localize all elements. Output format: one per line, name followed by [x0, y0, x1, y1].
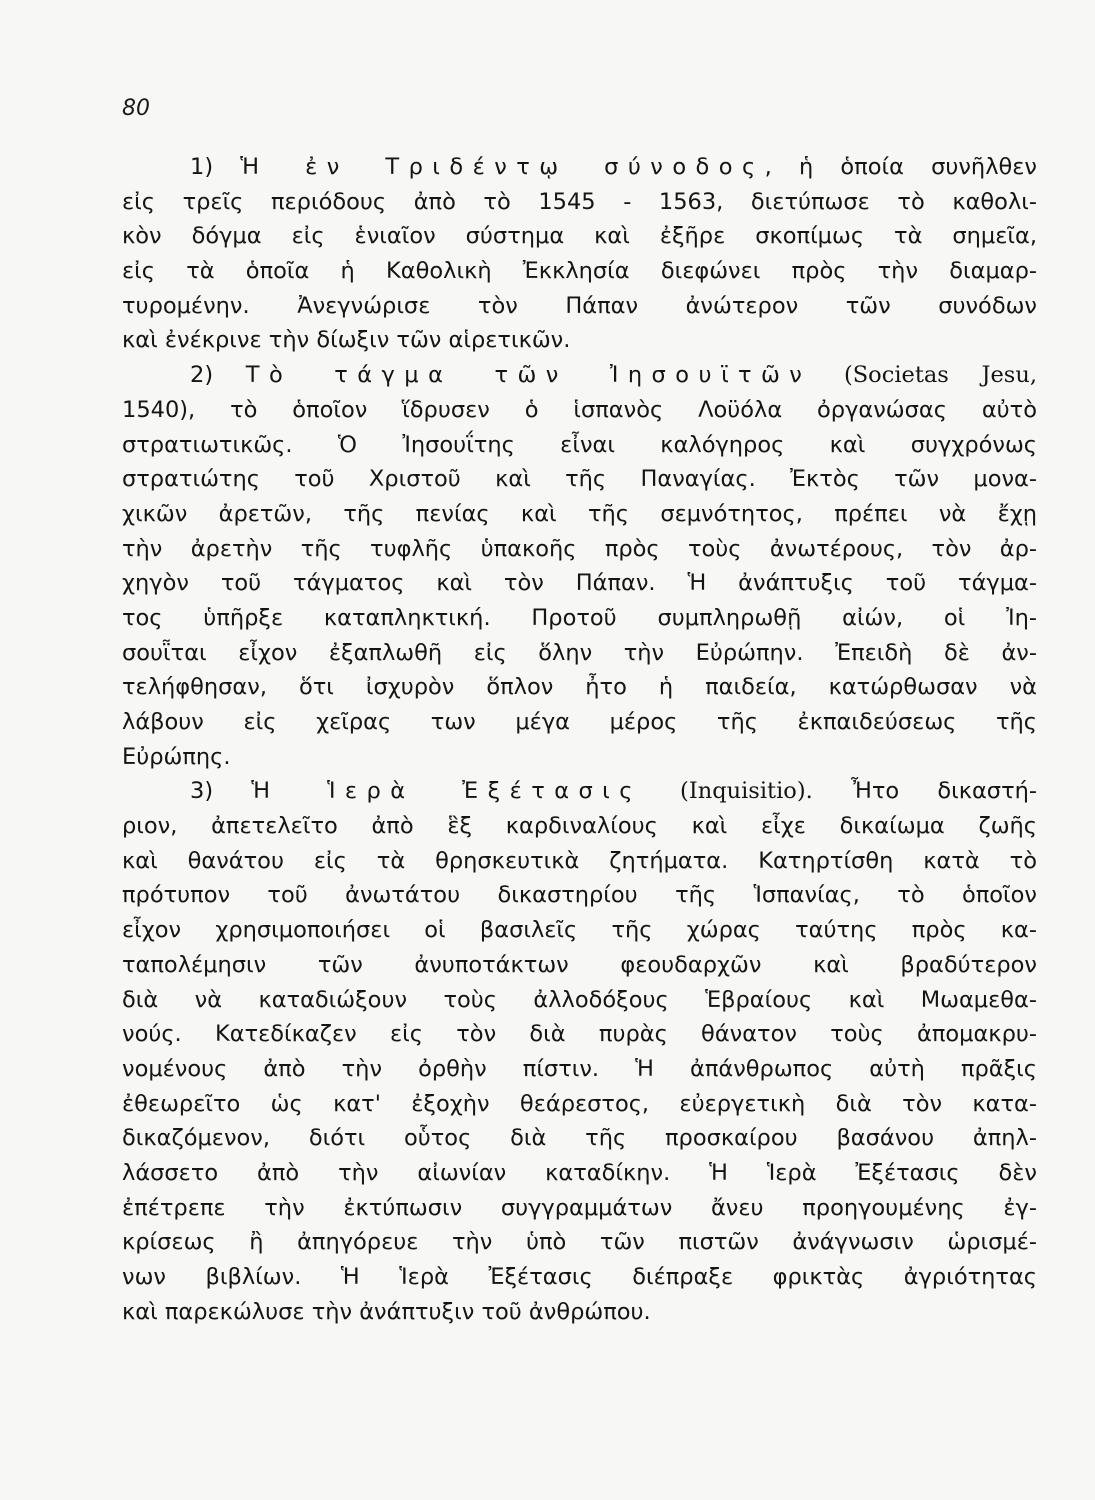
text-line: τυρομένην. Ἀνεγνώρισε τὸν Πάπαν ἀνώτερον τῶν συνόδων	[122, 292, 1037, 319]
text-line: εἰς τὰ ὁποῖα ἡ Καθολικὴ Ἐκκλησία διεφώνει πρὸς τὴν διαμαρ-	[122, 258, 1037, 285]
text-line: ἐπέτρεπε τὴν ἐκτύπωσιν συγγραμμάτων ἄνευ προηγουμένης ἐγ-	[122, 1194, 1037, 1221]
text-line: ριον, ἀπετελεῖτο ἀπὸ ἓξ καρδιναλίους καὶ εἶχε δικαίωμα ζωῆς	[122, 813, 1037, 840]
spaced-heading: Ἡ ἐν Τριδέντῳ σύνοδος	[240, 154, 765, 180]
latin-term: (Inquisitio).	[641, 778, 813, 805]
text-line: εἶχον χρησιμοποιήσει οἱ βασιλεῖς τῆς χώρας ταύτης πρὸς κα-	[122, 917, 1037, 944]
text-line: δικαζόμενον, διότι οὗτος διὰ τῆς προσκαίρου βασάνου ἀπηλ-	[122, 1125, 1037, 1152]
text-line: καὶ θανάτου εἰς τὰ θρησκευτικὰ ζητήματα. Κατηρτίσθη κατὰ τὸ	[122, 847, 1037, 874]
item-number: 1)	[190, 154, 241, 180]
text-line	[122, 774, 1037, 809]
text-line: χικῶν ἀρετῶν, τῆς πενίας καὶ τῆς σεμνότητος, πρέπει νὰ ἔχῃ	[122, 500, 1037, 527]
text-line: καὶ ἐνέκρινε τὴν δίωξιν τῶν αἱρετικῶν.	[122, 327, 571, 354]
spaced-heading: Ἡ Ἱερὰ Ἐξέτασις	[251, 778, 642, 805]
text-line: ταπολέμησιν τῶν ἀνυποτάκτων φεουδαρχῶν καὶ βραδύτερον	[122, 951, 1037, 978]
item-number: 2)	[190, 362, 246, 389]
paragraph-council-of-trent	[122, 150, 1037, 358]
text-line: κρίσεως ἢ ἀπηγόρευε τὴν ὑπὸ τῶν πιστῶν ἀνάγνωσιν ὡρισμέ-	[122, 1229, 1037, 1256]
text-line: τελήφθησαν, ὅτι ἰσχυρὸν ὅπλον ἦτο ἡ παιδεία, κατώρθωσαν νὰ	[122, 674, 1037, 701]
text-line: κὸν δόγμα εἰς ἑνιαῖον σύστημα καὶ ἐξῆρε σκοπίμως τὰ σημεῖα,	[122, 223, 1037, 250]
item-number: 3)	[190, 778, 252, 805]
latin-term: (Societas Jesu,	[811, 362, 1038, 389]
text-line: νομένους ἀπὸ τὴν ὀρθὴν πίστιν. Ἡ ἀπάνθρωπος αὐτὴ πρᾶξις	[122, 1055, 1037, 1082]
text-line: 1540), τὸ ὁποῖον ἵδρυσεν ὁ ἱσπανὸς Λοϋόλα ὀργανώσας αὐτὸ	[122, 396, 1037, 423]
page-number: 80	[122, 96, 150, 121]
text-line: εἰς τρεῖς περιόδους ἀπὸ τὸ 1545 - 1563, διετύπωσε τὸ καθολι-	[122, 188, 1037, 215]
body-text	[122, 150, 1037, 1329]
text-line: νούς. Κατεδίκαζεν εἰς τὸν διὰ πυρὰς θάνατον τοὺς ἀπομακρυ-	[122, 1021, 1037, 1048]
spaced-heading: Τὸ τάγμα τῶν Ἰησουϊτῶν	[245, 362, 812, 389]
text-line: Εὐρώπης.	[122, 743, 231, 770]
line-text: Ἦτο δικαστή-	[812, 778, 1037, 805]
text-line: τος ὑπῆρξε καταπληκτική. Προτοῦ συμπληρωθῇ αἰών, οἱ Ἰη-	[122, 604, 1037, 631]
text-line: τὴν ἀρετὴν τῆς τυφλῆς ὑπακοῆς πρὸς τοὺς ἀνωτέρους, τὸν ἀρ-	[122, 535, 1037, 562]
text-line: καὶ παρεκώλυσε τὴν ἀνάπτυξιν τοῦ ἀνθρώπου.	[122, 1298, 651, 1325]
text-line: λάβουν εἰς χεῖρας των μέγα μέρος τῆς ἐκπαιδεύσεως τῆς	[122, 709, 1037, 735]
text-line: χηγὸν τοῦ τάγματος καὶ τὸν Πάπαν. Ἡ ἀνάπτυξις τοῦ τάγμα-	[122, 570, 1037, 597]
text-line: διὰ νὰ καταδιώξουν τοὺς ἀλλοδόξους Ἑβραίους καὶ Μωαμεθα-	[122, 986, 1037, 1013]
paragraph-inquisition	[122, 774, 1037, 1329]
text-line	[122, 150, 1037, 185]
line-text: , ἡ ὁποία συνῆλθεν	[764, 154, 1038, 180]
text-line: ἐθεωρεῖτο ὡς κατ' ἐξοχὴν θεάρεστος, εὐεργετικὴ διὰ τὸν κατα-	[122, 1090, 1037, 1117]
text-line: στρατιώτης τοῦ Χριστοῦ καὶ τῆς Παναγίας. Ἐκτὸς τῶν μονα-	[122, 466, 1037, 493]
paragraph-jesuits	[122, 358, 1037, 774]
text-line: σουῗται εἶχον ἐξαπλωθῆ εἰς ὅλην τὴν Εὐρώπην. Ἐπειδὴ δὲ ἀν-	[122, 639, 1037, 666]
text-line: πρότυπον τοῦ ἀνωτάτου δικαστηρίου τῆς Ἱσπανίας, τὸ ὁποῖον	[122, 882, 1037, 909]
text-line: νων βιβλίων. Ἡ Ἱερὰ Ἐξέτασις διέπραξε φρικτὰς ἀγριότητας	[122, 1264, 1037, 1290]
text-line: στρατιωτικῶς. Ὁ Ἰησουΐτης εἶναι καλόγηρος καὶ συγχρόνως	[122, 431, 1037, 458]
text-line	[122, 358, 1037, 393]
text-line: λάσσετο ἀπὸ τὴν αἰωνίαν καταδίκην. Ἡ Ἱερὰ Ἐξέτασις δὲν	[122, 1159, 1037, 1186]
